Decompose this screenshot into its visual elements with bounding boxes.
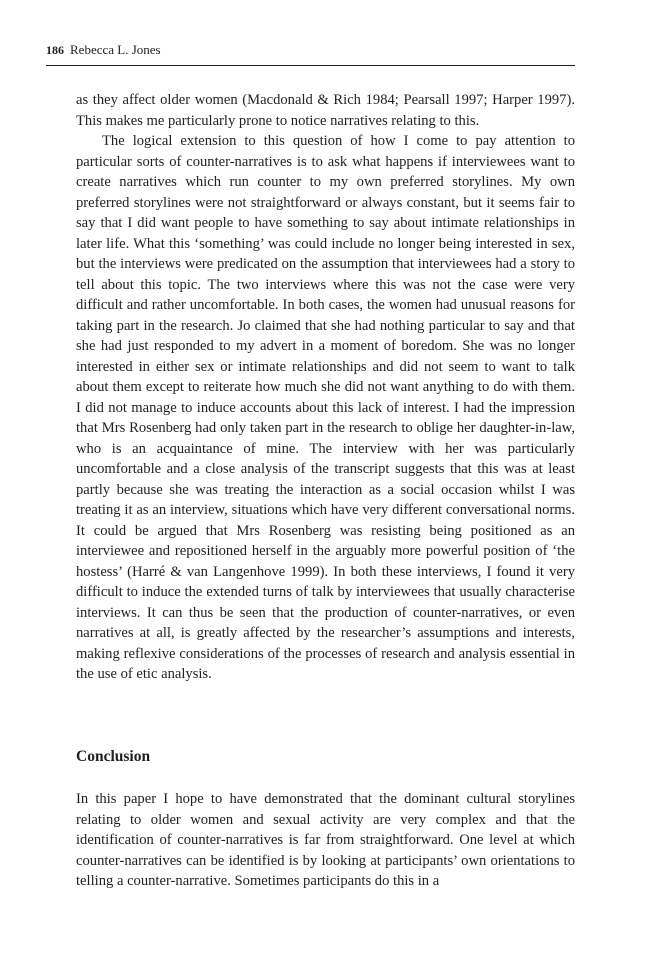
section-heading-conclusion: Conclusion [76,748,151,765]
paragraph-continued: as they affect older women (Macdonald & Rich 1984; Pearsall 1997; Harper 1997). This makes me particularly prone to notice narratives relating to this. [76,92,575,129]
running-author: Rebecca L. Jones [70,42,161,57]
conclusion-paragraph: In this paper I hope to have demonstrated that the dominant cultural storylines relating to older women and sexual activity are very complex and that the identification of counter-narratives is far from straightforward. One level at which counter-narratives can be identified is by looking at participants’ own orientations to telling a counter-narrative. Sometimes participants do this in a [76,791,575,889]
body-text [76,90,575,685]
page-number: 186 [46,43,64,57]
header-rule [46,65,575,66]
paragraph: The logical extension to this question of how I come to pay attention to particular sorts of counter-narratives is to ask what happens if interviewees want to create narratives which run counter to my own preferred storylines. My own preferred storylines were not straightforward or always constant, but it seems fair to say that I did want people to have something to say about intimate relationships in later life. What this ‘something’ was could include no longer being interested in sex, but the interviews were predicated on the assumption that interviewees had a story to tell about this topic. The two interviews where this was not the case were very difficult and rather uncomfortable. In both cases, the women had unusual reasons for taking part in the research. Jo claimed that she had nothing particular to say and that she had just responded to my advert in a moment of boredom. She was no longer interested in either sex or intimate relationships and did not seem to want to talk about them except to reiterate how much she did not want anything to do with them. I did not manage to induce accounts about this lack of interest. I had the impression that Mrs Rosenberg had only taken part in the research to oblige her daughter-in-law, who is an acquaintance of mine. The interview with her was particularly uncomfortable and a close analysis of the transcript suggests that this was at least partly because she was treating the interaction as a social occasion whilst I was treating it as an interview, situations which have very different conversational norms. It could be argued that Mrs Rosenberg was resisting being positioned as an interviewee and repositioned herself in the arguably more powerful position of ‘the hostess’ (Harré & van Langenhove 1999). In both these interviews, I found it very difficult to induce the extended turns of talk by interviewees that usually characterise interviews. It can thus be seen that the production of counter-narratives, or even narratives at all, is greatly affected by the researcher’s assumptions and interests, making reflexive considerations of the processes of research and analysis essential in the use of etic analysis. [76,133,575,682]
running-head [46,42,575,58]
conclusion-text [76,789,575,892]
